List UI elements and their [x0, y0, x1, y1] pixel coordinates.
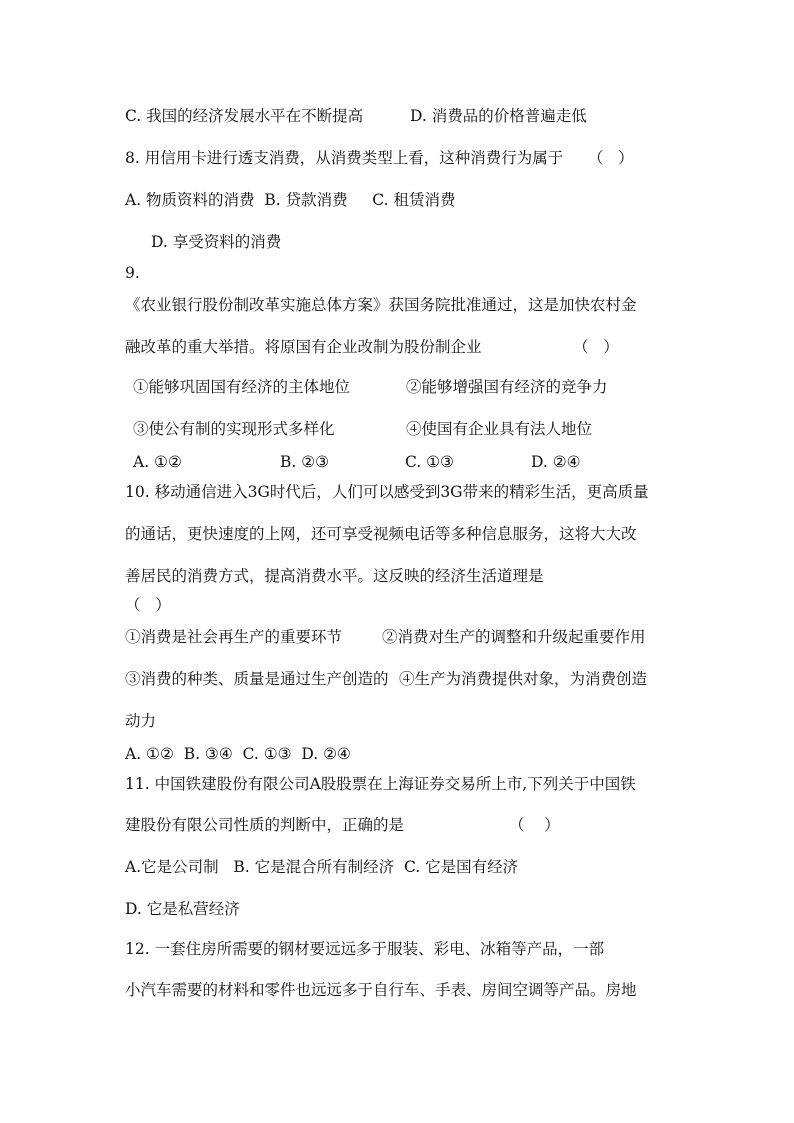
q9-bracket: （ ） — [573, 338, 619, 356]
q8-options-line1: A. 物质资料的消费 B. 贷款消费 C. 租赁消费 — [125, 191, 456, 209]
q9-choice-d: D. ②④ — [531, 453, 581, 471]
q9-choice-b: B. ②③ — [280, 453, 330, 471]
q12-line2: 小汽车需要的材料和零件也远远多于自行车、手表、房间空调等产品。房地 — [125, 981, 637, 999]
q12-line1: 12. 一套住房所需要的钢材要远远多于服装、彩电、冰箱等产品，一部 — [125, 940, 605, 958]
q9-number: 9. — [125, 264, 140, 282]
q9-item-3: ③使公有制的实现形式多样化 — [133, 420, 335, 438]
q8-option-d: D. 享受资料的消费 — [151, 233, 282, 251]
q9-item-1: ①能够巩固国有经济的主体地位 — [133, 378, 351, 396]
q7-option-c: C. 我国的经济发展水平在不断提高 — [125, 107, 364, 125]
q7-option-d: D. 消费品的价格普遍走低 — [410, 107, 587, 125]
q10-item-3: ③消费的种类、质量是通过生产创造的 — [125, 670, 389, 688]
q10-line1: 10. 移动通信进入3G时代后，人们可以感受到3G带来的精彩生活，更高质量 — [125, 483, 649, 501]
q8-stem: 8. 用信用卡进行透支消费，从消费类型上看，这种消费行为属于 （ ） — [125, 149, 634, 167]
q9-choice-c: C. ①③ — [405, 453, 454, 471]
q10-line3: 善居民的消费方式，提高消费水平。这反映的经济生活道理是 — [125, 567, 544, 585]
q11-option-d: D. 它是私营经济 — [125, 900, 240, 918]
q10-line2: 的通话，更快速度的上网，还可享受视频电话等多种信息服务，这将大大改 — [125, 525, 637, 543]
q10-item-4-cont: 动力 — [125, 712, 157, 730]
q9-item-4: ④使国有企业具有法人地位 — [406, 420, 593, 438]
q10-items-row2 — [125, 669, 648, 749]
q11-options-line1: A.它是公司制 B. 它是混合所有制经济 C. 它是国有经济 — [125, 858, 519, 876]
q11-line2: 建股份有限公司性质的判断中，正确的是 — [125, 816, 405, 834]
q11-line1: 11. 中国铁建股份有限公司A股股票在上海证券交易所上市,下列关于中国铁 — [125, 775, 636, 793]
q10-item-2: ②消费对生产的调整和升级起重要作用 — [382, 628, 646, 646]
q11-bracket: （ ） — [509, 816, 560, 834]
q9-stem-line2: 融改革的重大举措。将原国有企业改制为股份制企业 — [125, 338, 482, 356]
q10-bracket: （ ） — [125, 596, 171, 614]
q9-choice-a: A. ①② — [133, 453, 182, 471]
q9-item-2: ②能够增强国有经济的竞争力 — [406, 378, 608, 396]
q10-item-1: ①消费是社会再生产的重要环节 — [125, 628, 343, 646]
q10-choices: A. ①② B. ③④ C. ①③ D. ②④ — [125, 745, 351, 763]
q9-stem-line1: 《农业银行股份制改革实施总体方案》获国务院批准通过，这是加快农村金 — [125, 296, 637, 314]
q10-item-4: ④生产为消费提供对象，为消费创造 — [399, 670, 648, 688]
